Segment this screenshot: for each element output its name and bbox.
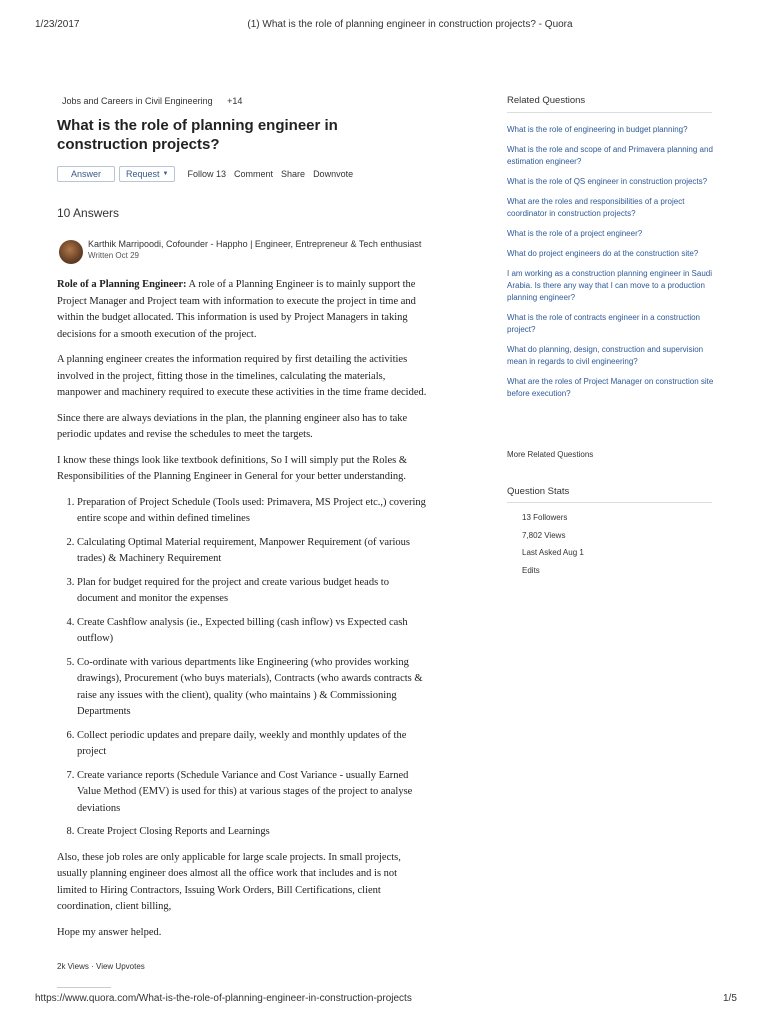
list-item: 8. Create Project Closing Reports and Learnings [77,824,429,841]
print-title: (1) What is the role of planning engineer in construction projects? - Quora [247,19,573,30]
edits-link[interactable]: Edits [522,565,540,575]
list-item: 5. Co-ordinate with various departments like Engineering (who provides working drawings), Procurement (who buys materials), Contracts (who awards contracts & raise any issues with the client), quality (who maintains ) & Commissioning Departments [77,655,429,721]
related-question-link[interactable]: What is the role and scope of and Primavera planning and estimation engineer? [507,145,713,166]
share-link[interactable]: Share [281,169,306,179]
comment-link[interactable]: Comment [234,169,274,179]
answer-intro [57,277,429,343]
topic-link[interactable]: Jobs and Careers in Civil Engineering [62,96,213,106]
avatar[interactable] [59,240,83,264]
responsibilities-list [57,495,429,841]
answer-button-label: Answer [70,169,101,179]
list-item: 1. Preparation of Project Schedule (Tools used: Primavera, MS Project etc.,) covering entire scope and within defined timelines [77,495,429,528]
request-button[interactable] [119,166,175,182]
view-upvotes-link[interactable]: View Upvotes [96,962,145,971]
topics-more-link[interactable]: +14 [227,96,243,106]
related-heading: Related Questions [507,95,586,106]
print-url: https://www.quora.com/What-is-the-role-of-planning-engineer-in-construction-projects [35,993,412,1004]
answers-count: 10 Answers [57,206,120,220]
list-item: 3. Plan for budget required for the project and create various budget heads to document and monitor the expenses [77,575,429,608]
followers-stat[interactable]: 13 Followers [522,513,568,522]
meta-separator: · [91,962,96,971]
divider [507,112,712,113]
related-question-link[interactable]: What is the role of engineering in budget planning? [507,125,688,134]
related-question-link[interactable]: I am working as a construction planning engineer in Saudi Arabia. Is there any way that I can move to a production planning engineer? [507,269,713,302]
author-name[interactable]: Karthik Marripoodi, Cofounder - Happho | Engineer, Entrepreneur & Tech enthusiast [88,239,422,249]
answer-paragraph: Since there are always deviations in the plan, the planning engineer also has to take periodic updates and revise the schedules to meet the targets. [57,412,408,440]
answer-intro-text: A role of a Planning Engineer is to mainly support the Project Manager and Project team with information to execute the project in time and within the budget allocated. This information is used by Project Managers in taking decisions for a smooth execution of the project. [57,279,416,340]
answer-button[interactable] [57,166,115,182]
stats-heading: Question Stats [507,486,570,497]
list-item: 7. Create variance reports (Schedule Variance and Cost Variance - usually Earned Value Method (EMV) is used for this) at various stages of the project to analyse deviations [77,768,429,818]
more-related-link[interactable]: More Related Questions [507,450,594,459]
question-actions [57,166,353,182]
written-date: Written Oct 29 [88,251,139,260]
author-info [88,239,428,261]
related-question-link[interactable]: What are the roles and responsibilities of a project coordinator in construction projects? [507,197,685,218]
last-asked-stat: Last Asked Aug 1 [522,548,584,557]
answer-intro-bold: Role of a Planning Engineer: [57,279,187,290]
divider [507,502,712,503]
list-item: 2. Calculating Optimal Material requirement, Manpower Requirement (of various trades) & Machinery Requirement [77,535,429,568]
follow-link[interactable]: Follow 13 [187,169,227,179]
answer-body [57,277,429,950]
answer-paragraph: Also, these job roles are only applicable for large scale projects. In small projects, usually planning engineer does almost all the office work that includes and is not limited to Hiring Contractors, Issuing Work Orders, Bill Certifications, client coordination, client billing, [57,851,401,912]
related-question-link[interactable]: What do project engineers do at the construction site? [507,249,699,258]
request-button-label: Request [126,169,160,179]
answer-meta [57,962,145,971]
divider [57,987,111,988]
answer-paragraph: A planning engineer creates the information required by first detailing the activities involved in the project, fitting those in the timelines, calculating the materials, manpower and machinery required to execute these activities in the time frame decided. [57,354,427,398]
answer-paragraph: Hope my answer helped. [57,926,162,938]
print-date: 1/23/2017 [35,19,80,30]
question-title: What is the role of planning engineer in construction projects? [57,117,338,153]
question-stats [522,509,584,579]
related-list [507,124,717,408]
answer-paragraph: I know these things look like textbook definitions, So I will simply put the Roles & Responsibilities of the Planning Engineer in General for your better understanding. [57,454,407,482]
chevron-down-icon: ▼ [162,171,169,177]
downvote-link[interactable]: Downvote [313,169,354,179]
related-question-link[interactable]: What are the roles of Project Manager on construction site before execution? [507,377,714,398]
related-question-link[interactable]: What is the role of QS engineer in construction projects? [507,177,708,186]
list-item: 4. Create Cashflow analysis (ie., Expected billing (cash inflow) vs Expected cash outflow) [77,615,429,648]
list-item: 6. Collect periodic updates and prepare daily, weekly and monthly updates of the project [77,728,429,761]
related-question-link[interactable]: What do planning, design, construction and supervision mean in regards to civil engineering? [507,345,704,366]
print-page-number: 1/5 [723,993,737,1004]
topic-list [62,96,254,106]
views-stat: 7,802 Views [522,530,566,540]
views-count: 2k Views [57,962,89,971]
related-question-link[interactable]: What is the role of contracts engineer in a construction project? [507,313,700,334]
related-question-link[interactable]: What is the role of a project engineer? [507,229,643,238]
